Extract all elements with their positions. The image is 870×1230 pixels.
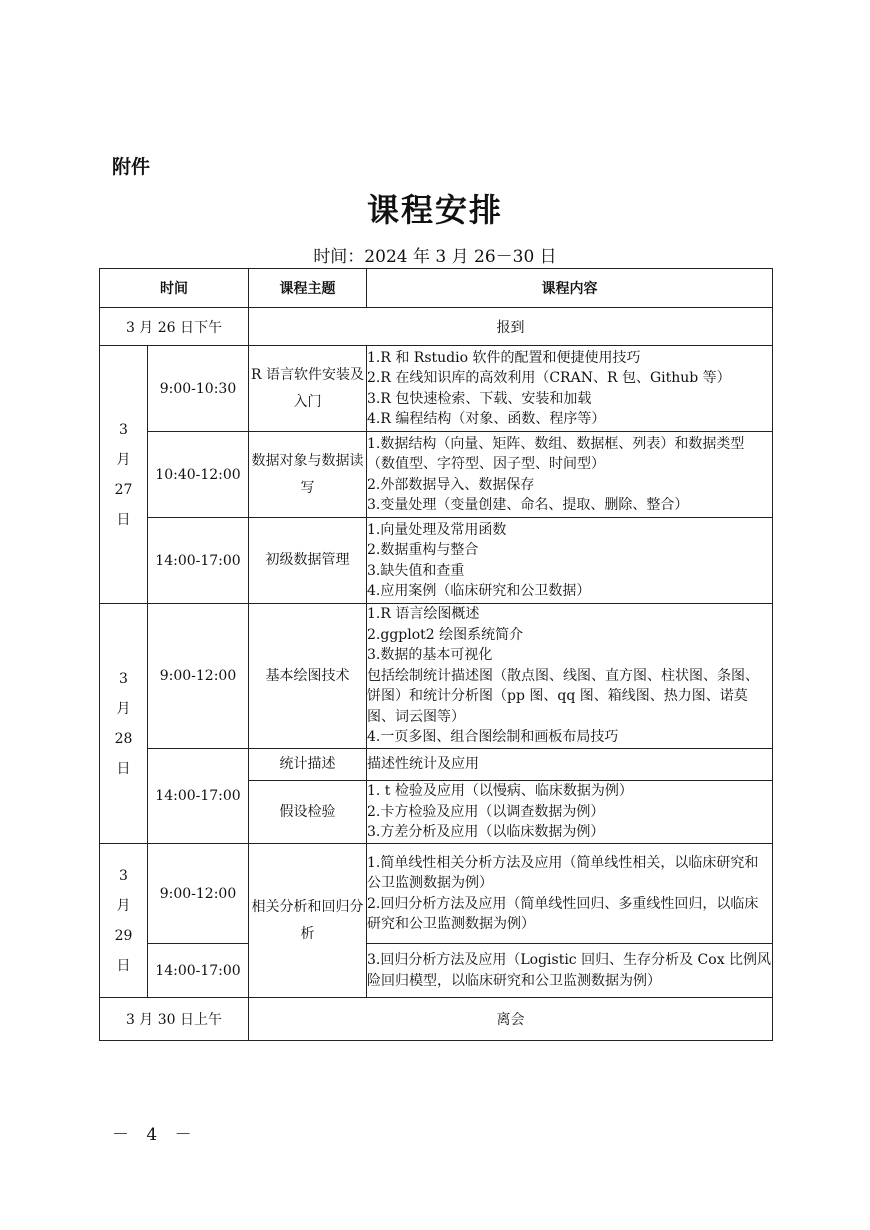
session-content: 3.回归分析方法及应用（Logistic 回归、生存分析及 Cox 比例风险回归模型，以临床研究和公卫监测数据为例）	[367, 944, 773, 998]
session-topic: 数据对象与数据读写	[249, 432, 367, 518]
document-title: 课程安排	[366, 191, 503, 229]
session-topic: R 语言软件安装及入门	[249, 346, 367, 432]
table-row	[100, 346, 773, 432]
table-row	[100, 604, 773, 749]
session-topic: 相关分析和回归分析	[249, 844, 367, 998]
header-row	[100, 269, 773, 308]
session-content: 1.数据结构（向量、矩阵、数组、数据框、列表）和数据类型（数值型、字符型、因子型、时间型） 2.外部数据导入、数据保存 3.变量处理（变量创建、命名、提取、删除、整合）	[367, 432, 773, 518]
table-row	[100, 749, 773, 781]
header-topic: 课程主题	[249, 269, 367, 308]
table-row	[100, 944, 773, 998]
session-content: 1.向量处理及常用函数 2.数据重构与整合 3.缺失值和查重 4.应用案例（临床研究和公卫数据）	[367, 518, 773, 604]
session-content: 1. t 检验及应用（以慢病、临床数据为例） 2.卡方检验及应用（以调查数据为例） 3.方差分析及应用（以临床数据为例）	[367, 781, 773, 844]
schedule-dates: 时间：2024 年 3 月 26－30 日	[313, 247, 557, 267]
session-time: 14:00-17:00	[148, 944, 249, 998]
session-time: 9:00-12:00	[148, 604, 249, 749]
table-row	[100, 518, 773, 604]
session-content: 1.R 和 Rstudio 软件的配置和便捷使用技巧 2.R 在线知识库的高效利用（CRAN、R 包、Github 等） 3.R 包快速检索、下载、安装和加载 4.R 编程结构（对象、函数、程序等）	[367, 346, 773, 432]
departure-row	[100, 998, 773, 1041]
table-row	[100, 844, 773, 944]
schedule-table	[99, 268, 773, 1041]
header-content: 课程内容	[367, 269, 773, 308]
arrival-date: 3 月 26 日下午	[100, 308, 249, 346]
session-time: 9:00-12:00	[148, 844, 249, 944]
arrival-content: 报到	[249, 308, 773, 346]
session-content: 1.R 语言绘图概述 2.ggplot2 绘图系统简介 3.数据的基本可视化 包括绘制统计描述图（散点图、线图、直方图、柱状图、条图、饼图）和统计分析图（pp 图、qq 图、箱线图、热力图、诺莫图、词云图等） 4.一页多图、组合图绘制和画板布局技巧	[367, 604, 773, 749]
session-topic: 假设检验	[249, 781, 367, 844]
session-time: 9:00-10:30	[148, 346, 249, 432]
departure-content: 离会	[249, 998, 773, 1041]
session-topic: 统计描述	[249, 749, 367, 781]
header-time: 时间	[100, 269, 249, 308]
date-cell-29: 3 月 29 日	[100, 844, 148, 998]
date-cell-27: 3 月 27 日	[100, 346, 148, 604]
session-time: 14:00-17:00	[148, 749, 249, 844]
departure-date: 3 月 30 日上午	[100, 998, 249, 1041]
attachment-label: 附件	[112, 156, 151, 178]
arrival-row	[100, 308, 773, 346]
session-content: 1.简单线性相关分析方法及应用（简单线性相关，以临床研究和公卫监测数据为例） 2.回归分析方法及应用（简单线性回归、多重线性回归，以临床研究和公卫监测数据为例）	[367, 844, 773, 944]
session-time: 10:40-12:00	[148, 432, 249, 518]
session-topic: 基本绘图技术	[249, 604, 367, 749]
session-content: 描述性统计及应用	[367, 749, 773, 781]
session-topic: 初级数据管理	[249, 518, 367, 604]
date-cell-28: 3 月 28 日	[100, 604, 148, 844]
session-time: 14:00-17:00	[148, 518, 249, 604]
page-number: － 4 －	[112, 1125, 198, 1145]
table-row	[100, 432, 773, 518]
